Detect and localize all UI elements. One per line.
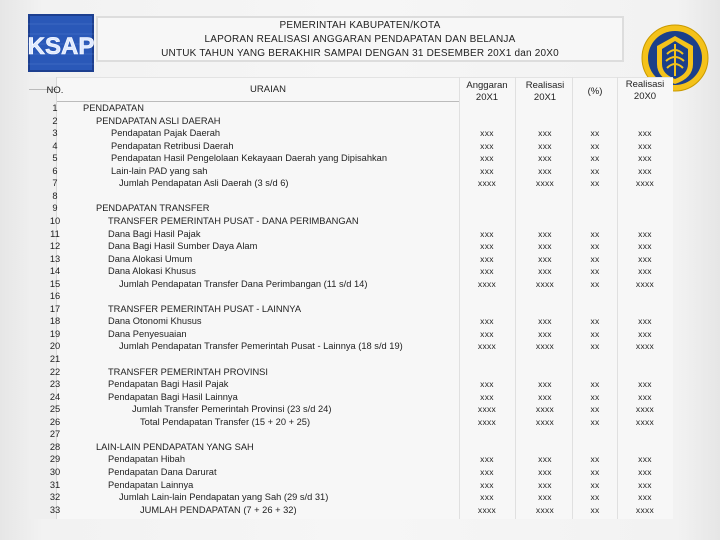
percent-value: xx: [590, 404, 600, 415]
realisasi-20x0-value: xxx: [638, 241, 652, 252]
realisasi-20x0-value: xxx: [638, 316, 652, 327]
row-label: Jumlah Transfer Pemerintah Provinsi (23 s/d 24): [132, 404, 332, 415]
percent-value: xx: [590, 165, 600, 176]
realisasi-20x0-value: xxx: [638, 128, 652, 139]
percent-value: xx: [590, 178, 600, 189]
row-number: 10: [49, 215, 61, 226]
table-row: [0, 177, 720, 190]
row-number: 3: [52, 128, 58, 139]
anggaran-value: xxxx: [477, 178, 497, 189]
row-number: 8: [52, 190, 58, 201]
row-label: Pendapatan Lainnya: [108, 479, 194, 490]
row-label: Dana Alokasi Khusus: [108, 266, 196, 277]
realisasi-20x1-value: xxxx: [535, 416, 555, 427]
anggaran-value: xxx: [480, 241, 494, 252]
table-row: [0, 428, 720, 441]
realisasi-20x1-value: xxx: [538, 391, 552, 402]
row-number: 28: [49, 441, 61, 452]
header-realisasi-20x1-year: 20X1: [533, 92, 557, 103]
percent-value: xx: [590, 278, 600, 289]
percent-value: xx: [590, 492, 600, 503]
table-row: [0, 391, 720, 404]
percent-value: xx: [590, 479, 600, 490]
realisasi-20x0-value: xxxx: [635, 341, 655, 352]
realisasi-20x1-value: xxx: [538, 454, 552, 465]
percent-value: xx: [590, 504, 600, 515]
row-number: 7: [52, 178, 58, 189]
anggaran-value: xxx: [480, 466, 494, 477]
anggaran-value: xxx: [480, 316, 494, 327]
row-label: Dana Alokasi Umum: [108, 253, 193, 264]
header-realisasi-20x0: [615, 79, 675, 103]
header-anggaran-label: Anggaran: [466, 80, 508, 91]
realisasi-20x0-value: xxx: [638, 153, 652, 164]
percent-value: xx: [590, 416, 600, 427]
table-row: [0, 190, 720, 203]
row-label: Lain-lain PAD yang sah: [111, 165, 208, 176]
realisasi-20x0-value: xxx: [638, 391, 652, 402]
row-number: 12: [49, 241, 61, 252]
table-row: [0, 127, 720, 140]
table-row: [0, 315, 720, 328]
table-row: [0, 491, 720, 504]
percent-value: xx: [590, 266, 600, 277]
table-row: [0, 152, 720, 165]
row-number: 11: [50, 228, 60, 239]
realisasi-20x0-value: xxx: [638, 479, 652, 490]
percent-value: xx: [590, 241, 600, 252]
ksap-logo: [28, 14, 94, 72]
header-anggaran: [457, 80, 517, 104]
anggaran-value: xxx: [480, 266, 494, 277]
anggaran-value: xxxx: [477, 416, 497, 427]
title-line-3: UNTUK TAHUN YANG BERAKHIR SAMPAI DENGAN 31 DESEMBER 20X1 dan 20X0: [161, 48, 559, 59]
row-label: Pendapatan Bagi Hasil Pajak: [108, 379, 229, 390]
anggaran-value: xxx: [480, 328, 494, 339]
row-label: Pendapatan Pajak Daerah: [111, 128, 221, 139]
realisasi-20x1-value: xxx: [538, 379, 552, 390]
row-label: TRANSFER PEMERINTAH PUSAT - LAINNYA: [108, 303, 302, 314]
row-label: LAIN-LAIN PENDAPATAN YANG SAH: [96, 441, 254, 452]
row-number: 27: [49, 429, 61, 440]
realisasi-20x0-value: xxx: [638, 466, 652, 477]
table-row: [0, 403, 720, 416]
table-row: [0, 253, 720, 266]
row-number: 26: [49, 416, 61, 427]
header-no: NO.: [46, 85, 64, 96]
realisasi-20x1-value: xxx: [538, 479, 552, 490]
row-number: 20: [49, 341, 61, 352]
row-label: PENDAPATAN: [83, 103, 144, 113]
row-number: 30: [49, 466, 61, 477]
realisasi-20x0-value: xxx: [638, 266, 652, 277]
header-realisasi-20x0-year: 20X0: [633, 91, 657, 102]
table-row: [0, 466, 720, 479]
title-line-2: LAPORAN REALISASI ANGGARAN PENDAPATAN DAN BELANJA: [204, 34, 516, 45]
percent-value: xx: [590, 316, 600, 327]
row-label: Jumlah Pendapatan Transfer Pemerintah Pusat - Lainnya (18 s/d 19): [119, 341, 403, 352]
percent-value: xx: [590, 391, 600, 402]
percent-value: xx: [590, 153, 600, 164]
anggaran-value: xxx: [480, 165, 494, 176]
row-number: 4: [52, 140, 58, 151]
row-number: 18: [49, 316, 61, 327]
header-realisasi-20x1-label: Realisasi: [525, 80, 565, 91]
row-label: Pendapatan Bagi Hasil Lainnya: [108, 391, 238, 402]
realisasi-20x1-value: xxx: [538, 241, 552, 252]
table-row: [0, 115, 720, 128]
row-number: 2: [52, 115, 58, 126]
table-row: [0, 340, 720, 353]
row-label: Dana Otonomi Khusus: [108, 316, 202, 327]
row-label: Dana Penyesuaian: [108, 328, 187, 339]
table-row: [0, 453, 720, 466]
row-number: 15: [49, 278, 61, 289]
percent-value: xx: [590, 466, 600, 477]
realisasi-20x0-value: xxxx: [635, 504, 655, 515]
realisasi-20x1-value: xxx: [538, 316, 552, 327]
realisasi-20x1-value: xxx: [538, 266, 552, 277]
percent-value: xx: [590, 140, 600, 151]
percent-value: xx: [590, 128, 600, 139]
anggaran-value: xxx: [480, 454, 494, 465]
realisasi-20x0-value: xxxx: [635, 416, 655, 427]
table-row: [0, 290, 720, 303]
row-number: 32: [49, 492, 61, 503]
realisasi-20x1-value: xxxx: [535, 341, 555, 352]
row-number: 23: [49, 379, 61, 390]
row-number: 17: [49, 303, 61, 314]
table-row: [0, 416, 720, 429]
realisasi-20x1-value: xxx: [538, 253, 552, 264]
row-number: 6: [52, 165, 58, 176]
table-row: [0, 165, 720, 178]
percent-value: xx: [590, 454, 600, 465]
header-uraian: URAIAN: [250, 84, 286, 95]
anggaran-value: xxx: [480, 153, 494, 164]
realisasi-20x1-value: xxxx: [535, 404, 555, 415]
anggaran-value: xxx: [480, 379, 494, 390]
realisasi-20x0-value: xxx: [638, 328, 652, 339]
realisasi-20x1-value: xxx: [538, 153, 552, 164]
row-label: Total Pendapatan Transfer (15 + 20 + 25): [140, 416, 311, 427]
row-label: Pendapatan Hibah: [108, 454, 186, 465]
table-row: [0, 366, 720, 379]
row-label: Pendapatan Dana Darurat: [108, 466, 217, 477]
table-row: [0, 240, 720, 253]
table-row: [0, 328, 720, 341]
row-label: JUMLAH PENDAPATAN (7 + 26 + 32): [140, 504, 297, 515]
realisasi-20x0-value: xxx: [638, 165, 652, 176]
row-label: PENDAPATAN ASLI DAERAH: [96, 115, 221, 126]
table-row: [0, 278, 720, 291]
realisasi-20x0-value: xxx: [638, 253, 652, 264]
realisasi-20x0-value: xxxx: [635, 178, 655, 189]
row-number: 5: [52, 153, 58, 164]
table-row: [0, 303, 720, 316]
anggaran-value: xxxx: [477, 341, 497, 352]
realisasi-20x1-value: xxx: [538, 492, 552, 503]
realisasi-20x1-value: xxx: [538, 328, 552, 339]
table-row: [0, 378, 720, 391]
row-number: 25: [49, 404, 61, 415]
row-label: Jumlah Lain-lain Pendapatan yang Sah (29 s/d 31): [119, 492, 329, 503]
table-row: [0, 265, 720, 278]
percent-value: xx: [590, 341, 600, 352]
realisasi-20x1-value: xxx: [538, 140, 552, 151]
row-number: 19: [49, 328, 61, 339]
row-label: Dana Bagi Hasil Sumber Daya Alam: [108, 241, 258, 252]
row-number: 31: [49, 479, 61, 490]
row-number: 33: [49, 504, 61, 515]
anggaran-value: xxx: [480, 228, 494, 239]
row-number: 22: [49, 366, 61, 377]
report-title: [96, 16, 624, 62]
table-row: [0, 215, 720, 228]
row-number: 24: [49, 391, 61, 402]
table-row: [0, 228, 720, 241]
anggaran-value: xxx: [480, 391, 494, 402]
row-number: 9: [52, 203, 58, 214]
percent-value: xx: [590, 328, 600, 339]
realisasi-20x0-value: xxx: [638, 228, 652, 239]
table-row: [0, 202, 720, 215]
row-number: 14: [49, 266, 61, 277]
title-line-1: PEMERINTAH KABUPATEN/KOTA: [279, 20, 441, 31]
anggaran-value: xxxx: [477, 278, 497, 289]
row-label: TRANSFER PEMERINTAH PROVINSI: [108, 366, 268, 377]
ksap-logo-text: KSAP: [28, 33, 94, 60]
realisasi-20x1-value: xxx: [538, 466, 552, 477]
anggaran-value: xxx: [480, 253, 494, 264]
realisasi-20x1-value: xxx: [538, 165, 552, 176]
realisasi-20x0-value: xxx: [638, 379, 652, 390]
realisasi-20x1-value: xxxx: [535, 178, 555, 189]
anggaran-value: xxxx: [477, 404, 497, 415]
realisasi-20x1-value: xxx: [538, 128, 552, 139]
header-percent: (%): [587, 86, 603, 97]
header-anggaran-year: 20X1: [475, 92, 499, 103]
percent-value: xx: [590, 228, 600, 239]
header-realisasi-20x0-label: Realisasi: [625, 79, 665, 90]
row-label: Jumlah Pendapatan Transfer Dana Perimbangan (11 s/d 14): [119, 278, 368, 289]
table-row: [0, 479, 720, 492]
row-number: 29: [49, 454, 61, 465]
row-number: 1: [52, 103, 58, 113]
table-row: [0, 102, 720, 115]
realisasi-20x1-value: xxxx: [535, 278, 555, 289]
anggaran-value: xxx: [480, 492, 494, 503]
row-label: Pendapatan Retribusi Daerah: [111, 140, 234, 151]
row-label: Pendapatan Hasil Pengelolaan Kekayaan Daerah yang Dipisahkan: [111, 153, 388, 164]
table-row: [0, 441, 720, 454]
table-row: [0, 140, 720, 153]
realisasi-20x1-value: xxxx: [535, 504, 555, 515]
anggaran-value: xxx: [480, 128, 494, 139]
table-row: [0, 353, 720, 366]
realisasi-20x0-value: xxx: [638, 454, 652, 465]
row-number: 21: [49, 354, 61, 364]
realisasi-20x0-value: xxxx: [635, 404, 655, 415]
percent-value: xx: [590, 379, 600, 390]
anggaran-value: xxx: [480, 140, 494, 151]
anggaran-value: xxx: [480, 479, 494, 490]
realisasi-20x0-value: xxx: [638, 492, 652, 503]
row-label: TRANSFER PEMERINTAH PUSAT - DANA PERIMBANGAN: [108, 215, 359, 226]
row-label: PENDAPATAN TRANSFER: [96, 203, 210, 214]
row-number: 16: [49, 291, 61, 302]
anggaran-value: xxxx: [477, 504, 497, 515]
row-label: Dana Bagi Hasil Pajak: [108, 228, 201, 239]
row-label: Jumlah Pendapatan Asli Daerah (3 s/d 6): [119, 178, 289, 189]
percent-value: xx: [590, 253, 600, 264]
row-number: 13: [49, 253, 61, 264]
realisasi-20x0-value: xxx: [638, 140, 652, 151]
realisasi-20x1-value: xxx: [538, 228, 552, 239]
realisasi-20x0-value: xxxx: [635, 278, 655, 289]
table-row: [0, 504, 720, 517]
